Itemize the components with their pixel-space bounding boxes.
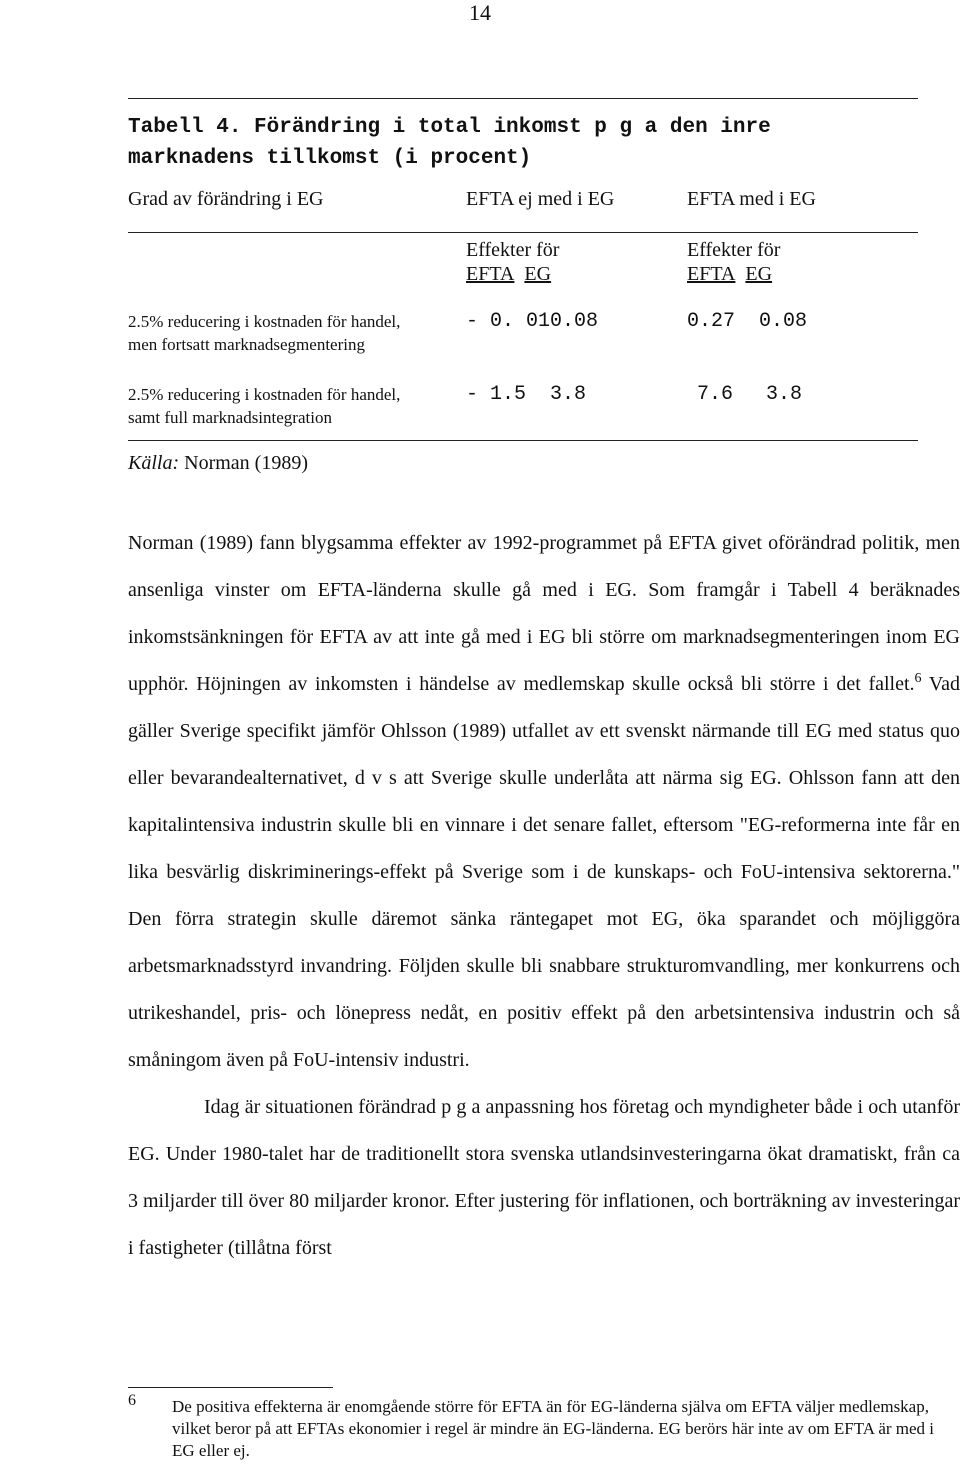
footnote-mark: 6 xyxy=(128,1392,136,1409)
table-top-rule xyxy=(128,98,918,99)
efta-col-label: EFTA xyxy=(466,263,515,285)
row1-efta-not-in-eg-efta: - 0. 01 xyxy=(466,310,551,333)
efta-col-label: EFTA xyxy=(687,263,736,285)
body-text xyxy=(128,520,960,1272)
effects-header-group1 xyxy=(466,238,559,286)
row1-efta-in-eg-eg: 0.08 xyxy=(759,310,808,333)
effects-header-group2 xyxy=(687,238,780,286)
page-number: 14 xyxy=(469,0,491,25)
paragraph-2: Idag är situationen förändrad p g a anpassning hos företag och myndigheter både i och utanför EG. Under 1980-talet har de traditionellt stora svenska utlandsinvesteringarna ökat dramatiskt, från ca 3 miljarder till över 80 miljarder kronor. Efter justering för inflationen, och borträkning av investeringar i fastigheter (tillåtna först xyxy=(128,1096,960,1259)
paragraph-1: Norman (1989) fann blygsamma effekter av 1992-programmet på EFTA givet oförändrad politik, men ansenliga vinster om EFTA-länderna skulle gå med i EG. Som framgår i Tabell 4 beräknades inkomstsänkningen för EFTA av att inte gå med i EG bli större om marknadsegmenteringen inom EG upphör. Höjningen av inkomsten i händelse av medlemskap skulle också bli större i det fallet.$^6$ Vad gäller Sverige specifikt jämför Ohlsson (1989) utfallet av ett svenskt närmande till EG med status quo eller bevarandealternativet, d v s att Sverige skulle underlåta att närma sig EG. Ohlsson fann att den kapitalintensiva industrin skulle bli en vinnare i det senare fallet, eftersom "EG-reformerna inte får en lika besvärlig diskriminerings-effekt på Sverige som i de kunskaps- och FoU-intensiva sektorerna." Den förra strategin skulle däremot sänka räntegapet mot EG, öka sparandet och möjliggöra arbetsmarknadsstyrd invandring. Följden skulle bli snabbare strukturomvandling, mer konkurrens och utrikeshandel, pris- och lönepress nedåt, en positiv effekt på den arbetsintensiva industrin och så småningom även på FoU-intensiv industri. xyxy=(128,532,960,1071)
footnote-rule xyxy=(128,1387,333,1388)
footnote xyxy=(128,1392,960,1462)
row2-efta-not-in-eg-eg: 3.8 xyxy=(550,383,587,406)
group-efta-not-in-eg: EFTA ej med i EG xyxy=(466,188,615,210)
eg-col-label: EG xyxy=(745,263,773,285)
eg-col-label: EG xyxy=(524,263,552,285)
source-label: Källa: xyxy=(128,452,180,474)
column-label: Grad av förändring i EG xyxy=(128,188,324,210)
source-text: Norman (1989) xyxy=(179,452,308,474)
row1-efta-in-eg-efta: 0.27 xyxy=(687,310,736,333)
footnote-ref: 6 xyxy=(914,671,922,686)
row2-efta-in-eg-efta: 7.6 xyxy=(697,383,734,406)
table-row-2-label: 2.5% reducering i kostnaden för handel, samt full marknadsintegration xyxy=(128,385,401,427)
footnote-text: De positiva effekterna är enomgående större för EFTA än för EG-länderna själva om EFTA väljer medlemskap, vilket beror på att EFTAs ekonomier i regel är mindre än EG-länderna. EG berörs här inte av om EFTA är med i EG eller ej. xyxy=(172,1397,935,1460)
effects-label: Effekter för xyxy=(466,239,560,261)
table-row-1-label: 2.5% reducering i kostnaden för handel, men fortsatt marknadsegmentering xyxy=(128,312,401,354)
effects-label: Effekter för xyxy=(687,239,781,261)
row2-efta-not-in-eg-efta: - 1.5 xyxy=(466,383,527,406)
group-efta-in-eg: EFTA med i EG xyxy=(687,188,816,210)
header-rule xyxy=(128,232,918,233)
row1-efta-not-in-eg-eg: 0.08 xyxy=(550,310,599,333)
row2-efta-in-eg-eg: 3.8 xyxy=(766,383,803,406)
table-bottom-rule xyxy=(128,440,918,441)
table-title: Tabell 4. Förändring i total inkomst p g a den inre marknadens tillkomst (i procent) xyxy=(128,116,771,170)
table-source xyxy=(128,452,308,475)
